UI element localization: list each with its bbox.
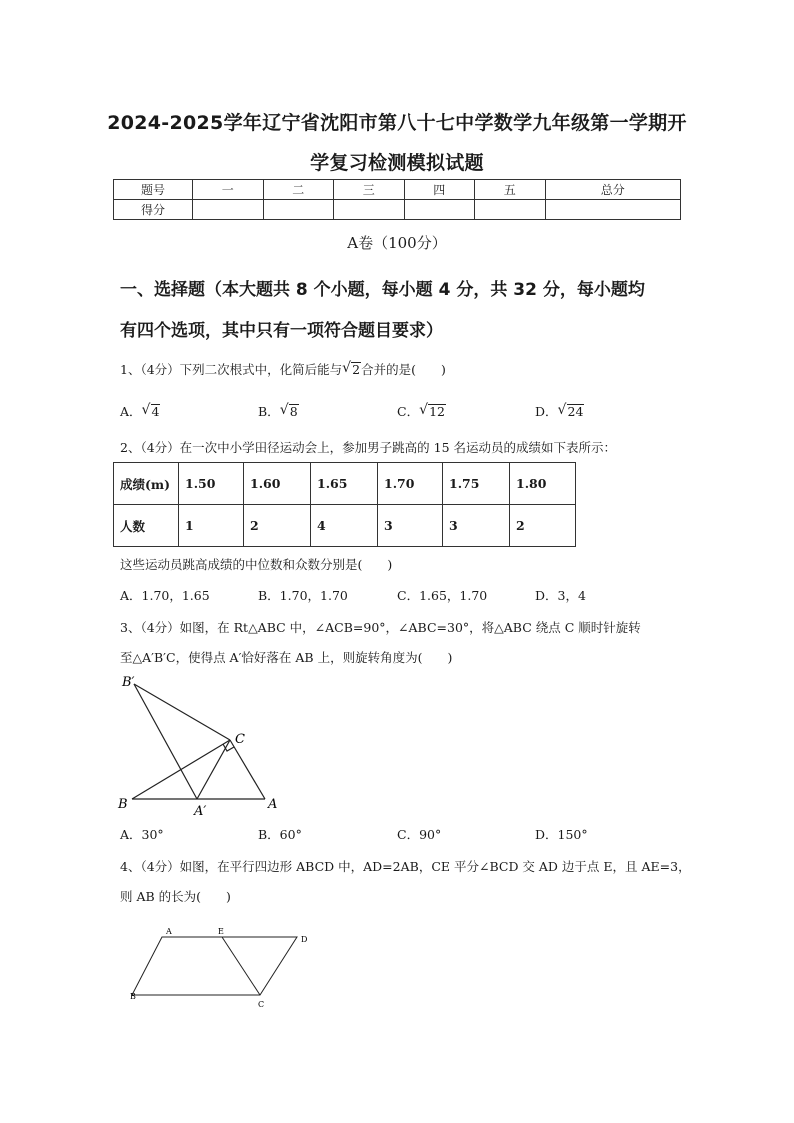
q1-stem xyxy=(120,360,446,378)
option-radicand: 8 xyxy=(289,404,298,419)
segment-a-prime-c xyxy=(197,740,230,799)
score-cell xyxy=(193,200,264,220)
score-header-cell: 五 xyxy=(475,180,546,200)
score-cell xyxy=(545,200,681,220)
score-table-value-row xyxy=(114,200,681,220)
sqrt-symbol: √ 12 xyxy=(419,402,445,419)
segment-ce xyxy=(222,937,260,995)
label-c: C xyxy=(235,732,245,747)
label-b: B xyxy=(118,797,128,812)
results-cell: 3 xyxy=(443,505,510,547)
q2-option-c: C．1.65，1.70 xyxy=(397,588,488,603)
q4-stem-line1: 4、（4分）如图，在平行四边形 ABCD 中，AD=2AB，CE 平分∠BCD 交 AD 边于点 E，且 AE=3， xyxy=(120,859,691,874)
q3-stem-line2: 至△A′B′C，使得点 A′恰好落在 AB 上，则旋转角度为( ) xyxy=(120,650,453,665)
score-header-cell: 四 xyxy=(404,180,475,200)
score-header-cell: 总分 xyxy=(545,180,681,200)
q1-option-d xyxy=(535,402,584,420)
option-radicand: 12 xyxy=(429,404,445,419)
q3-option-b: B．60° xyxy=(258,827,302,842)
results-cell: 1.80 xyxy=(510,463,576,505)
exam-title-line1: 2024-2025学年辽宁省沈阳市第八十七中学数学九年级第一学期开 xyxy=(107,112,687,134)
label-a: A xyxy=(268,797,278,812)
parallelogram-abcd xyxy=(132,937,297,995)
results-cell: 成绩(m) xyxy=(114,463,179,505)
part1-heading-line2: 有四个选项，其中只有一项符合题目要求） xyxy=(120,321,443,341)
label-d: D xyxy=(301,935,308,944)
score-table xyxy=(113,179,681,220)
score-cell xyxy=(334,200,405,220)
score-row-label: 得分 xyxy=(114,200,193,220)
results-cell: 1.50 xyxy=(179,463,244,505)
results-cell: 人数 xyxy=(114,505,179,547)
q1-stem-radicand: 2 xyxy=(352,362,361,377)
sqrt-symbol: √ 2 xyxy=(342,360,361,377)
label-b: B xyxy=(130,992,136,1001)
exam-title-line2: 学复习检测模拟试题 xyxy=(310,152,484,174)
results-cell: 2 xyxy=(244,505,311,547)
score-cell xyxy=(404,200,475,220)
q1-option-c xyxy=(397,402,446,420)
segment-b-prime-c xyxy=(134,684,230,740)
label-e: E xyxy=(218,927,224,936)
label-a-prime: A′ xyxy=(194,804,207,819)
q3-option-a: A．30° xyxy=(120,827,164,842)
q3-triangle-figure xyxy=(110,670,300,820)
sqrt-symbol: √ 24 xyxy=(557,402,584,419)
results-cell: 1.70 xyxy=(378,463,443,505)
q1-stem-after: 合并的是( ) xyxy=(361,362,446,377)
score-table-header-row xyxy=(114,180,681,200)
segment-b-prime-a-prime xyxy=(134,684,197,799)
label-b-prime: B′ xyxy=(122,675,135,690)
segment-ca xyxy=(230,740,265,799)
option-label: A． xyxy=(120,404,142,419)
results-cell: 1.65 xyxy=(311,463,378,505)
q2-score-row xyxy=(114,463,576,505)
q2-option-a: A．1.70，1.65 xyxy=(120,588,210,603)
q2-stem: 2、（4分）在一次中小学田径运动会上，参加男子跳高的 15 名运动员的成绩如下表所示： xyxy=(120,440,617,455)
score-header-cell: 题号 xyxy=(114,180,193,200)
option-label: B． xyxy=(258,404,280,419)
results-cell: 4 xyxy=(311,505,378,547)
q4-parallelogram-figure xyxy=(120,922,320,1012)
sqrt-symbol: √ 4 xyxy=(141,402,160,419)
results-cell: 1 xyxy=(179,505,244,547)
q3-stem-line1: 3、（4分）如图，在 Rt△ABC 中，∠ACB=90°，∠ABC=30°，将△ABC 绕点 C 顺时针旋转 xyxy=(120,620,641,635)
results-cell: 1.75 xyxy=(443,463,510,505)
option-radicand: 4 xyxy=(151,404,160,419)
results-cell: 2 xyxy=(510,505,576,547)
q2-results-table xyxy=(113,462,576,547)
q1-option-b xyxy=(258,402,299,420)
score-header-cell: 三 xyxy=(334,180,405,200)
score-cell xyxy=(475,200,546,220)
q2-option-b: B．1.70，1.70 xyxy=(258,588,348,603)
score-header-cell: 二 xyxy=(263,180,334,200)
score-header-cell: 一 xyxy=(193,180,264,200)
sqrt-symbol: √ 8 xyxy=(279,402,298,419)
option-radicand: 24 xyxy=(567,404,584,419)
q4-stem-line2: 则 AB 的长为( ) xyxy=(120,889,231,904)
label-a: A xyxy=(166,927,172,936)
q3-option-d: D．150° xyxy=(535,827,588,842)
section-a-heading: A卷（100分） xyxy=(347,234,447,252)
q2-count-row xyxy=(114,505,576,547)
label-c: C xyxy=(258,1000,265,1009)
q1-stem-before: 1、（4分）下列二次根式中，化简后能与 xyxy=(120,362,343,377)
results-cell: 3 xyxy=(378,505,443,547)
results-cell: 1.60 xyxy=(244,463,311,505)
q3-option-c: C．90° xyxy=(397,827,442,842)
q1-option-a xyxy=(120,402,160,420)
score-cell xyxy=(263,200,334,220)
q2-option-d: D．3，4 xyxy=(535,588,586,603)
option-label: C． xyxy=(397,404,420,419)
part1-heading-line1: 一、选择题（本大题共 8 个小题，每小题 4 分，共 32 分，每小题均 xyxy=(120,280,645,300)
q2-question: 这些运动员跳高成绩的中位数和众数分别是( ) xyxy=(120,557,393,572)
option-label: D． xyxy=(535,404,558,419)
